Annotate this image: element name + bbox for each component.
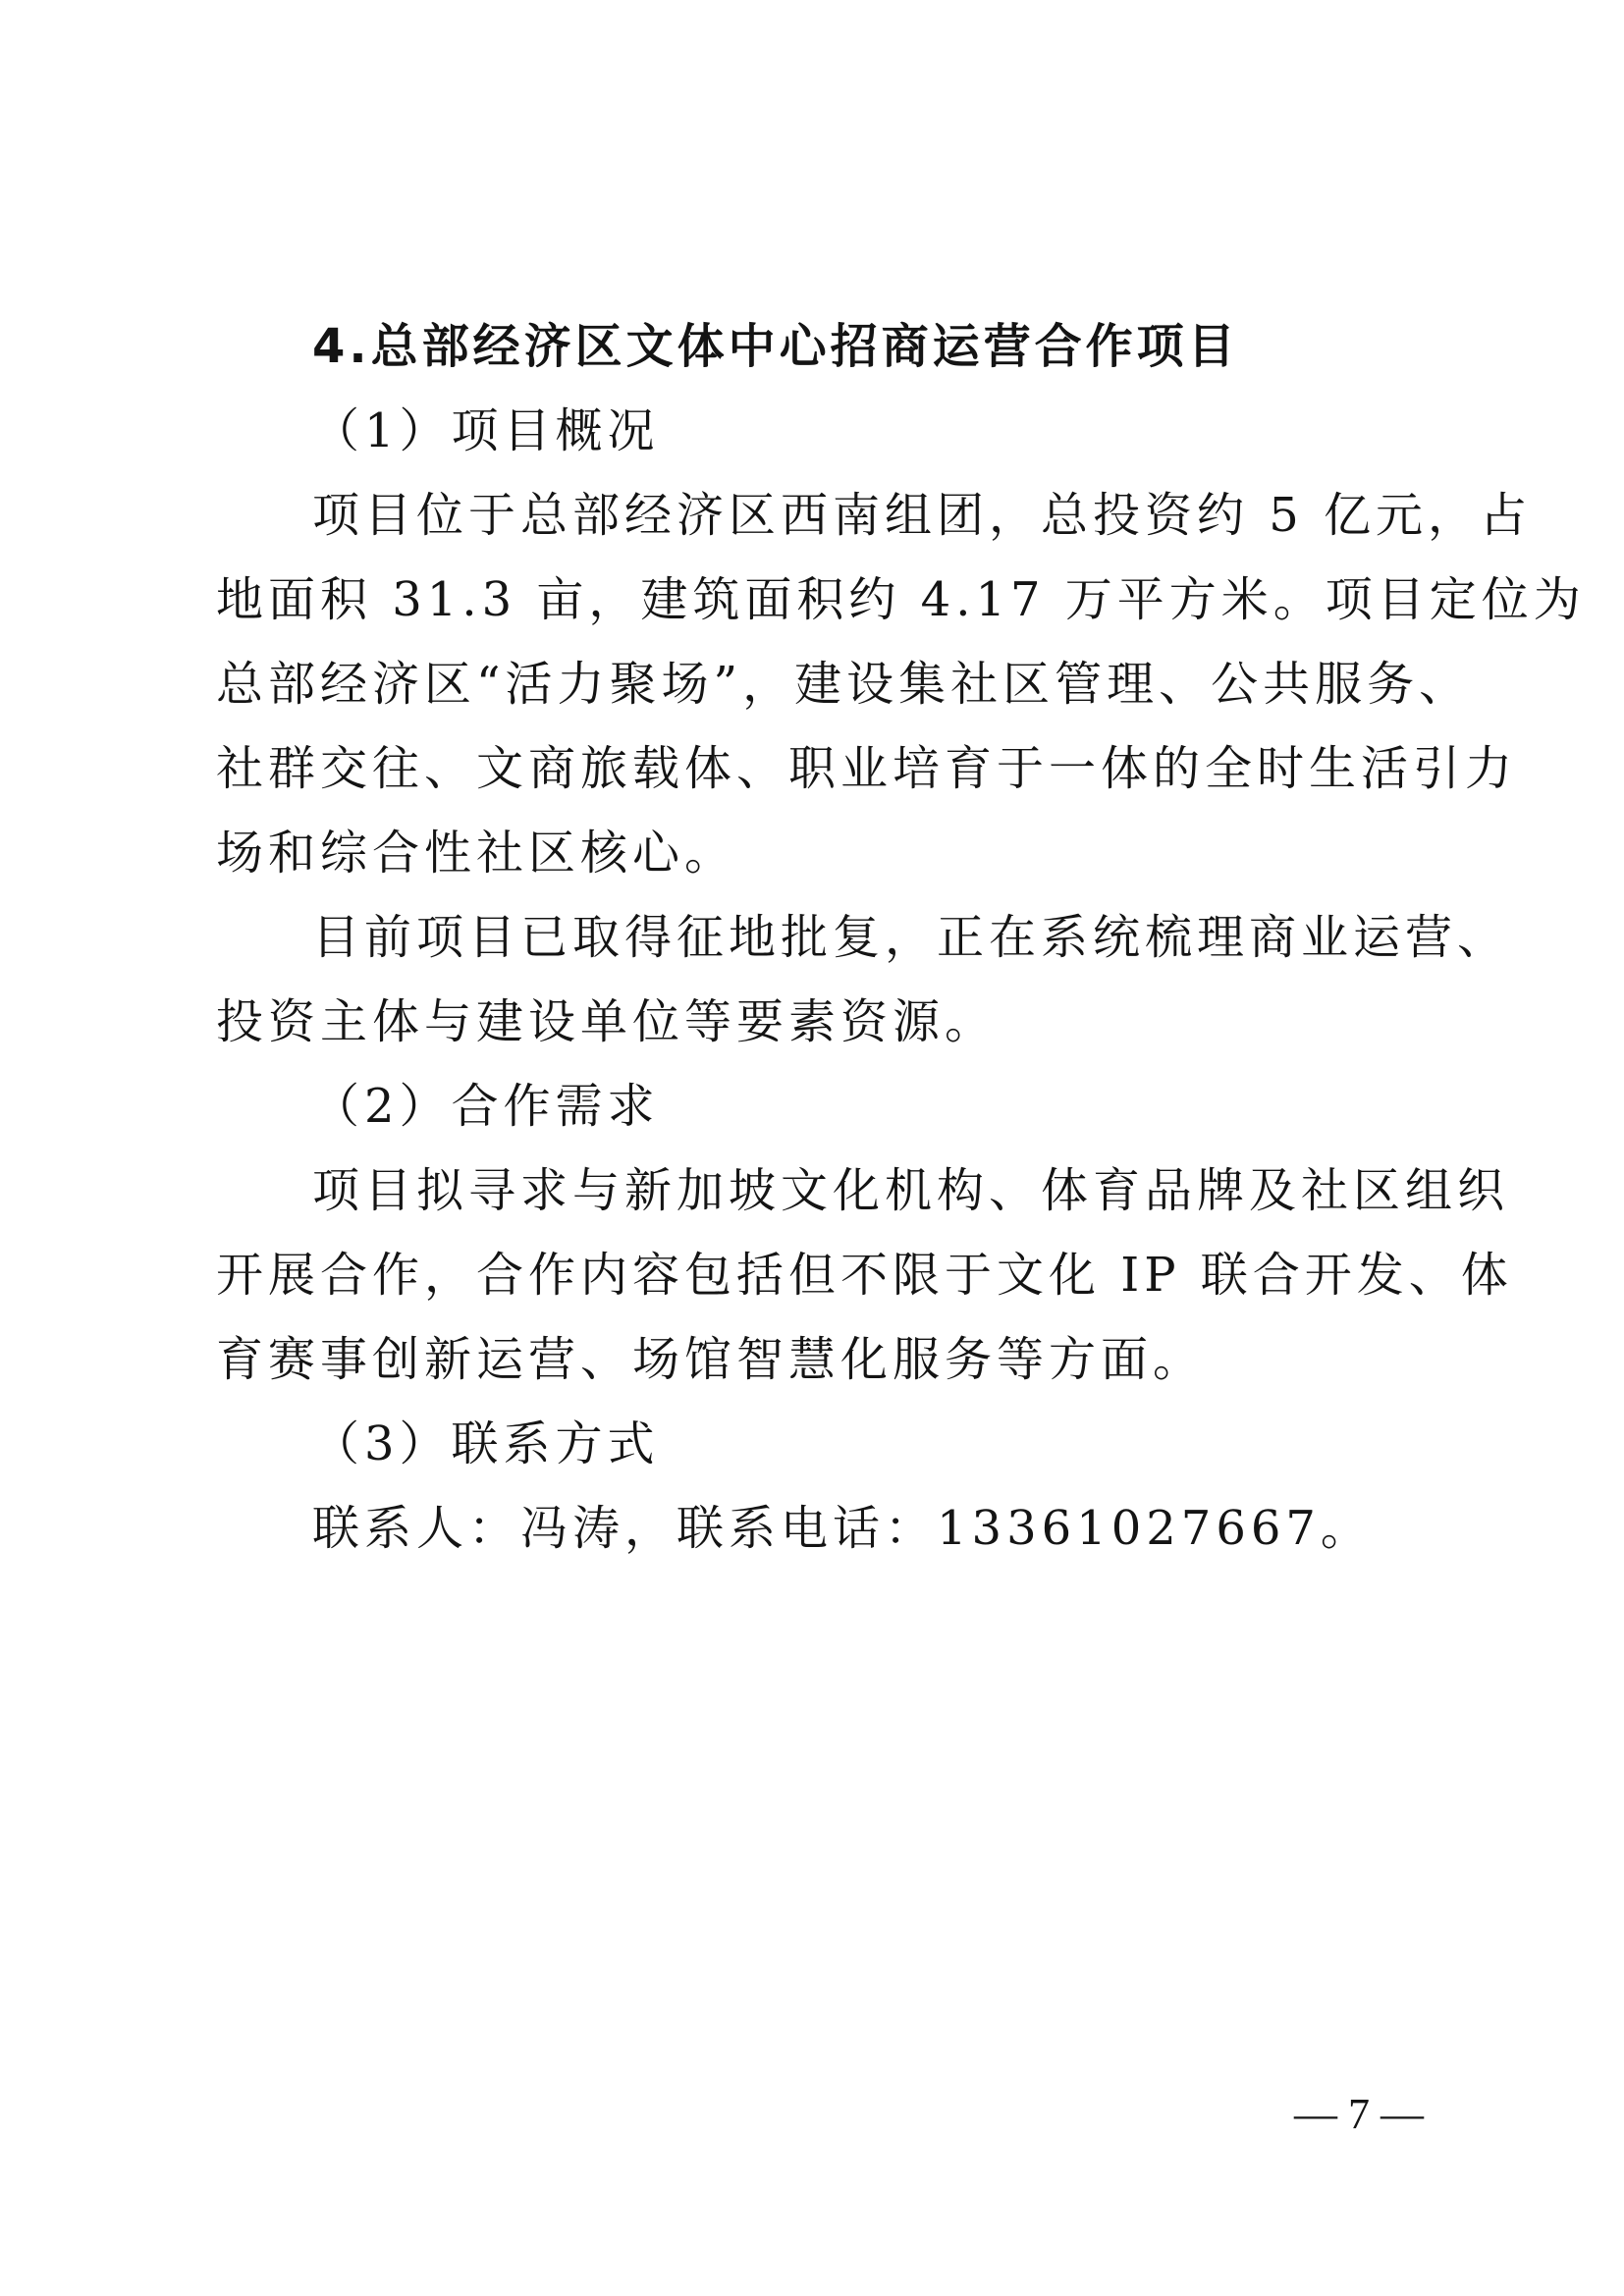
paragraph-line: 总部经济区“活力聚场”，建设集社区管理、公共服务、 xyxy=(216,657,1472,712)
document-body xyxy=(216,304,1586,1571)
subsection-title-overview: （1）项目概况 xyxy=(312,403,660,458)
section-heading: 4.总部经济区文体中心招商运营合作项目 xyxy=(312,319,1239,374)
paragraph-line: 社群交往、文商旅载体、职业培育于一体的全时生活引力 xyxy=(216,741,1518,796)
subsection-title-cooperation: （2）合作需求 xyxy=(312,1079,660,1134)
paragraph-line: 开展合作，合作内容包括但不限于文化 IP 联合开发、体 xyxy=(216,1248,1513,1303)
paragraph-line: 地面积 31.3 亩，建筑面积约 4.17 万平方米。项目定位为 xyxy=(216,572,1586,627)
paragraph-line: 项目拟寻求与新加坡文化机构、体育品牌及社区组织 xyxy=(312,1163,1510,1218)
paragraph-line: 项目位于总部经济区西南组团，总投资约 5 亿元，占 xyxy=(312,488,1533,543)
page-number: — 7 — xyxy=(1294,2090,1424,2138)
subsection-title-contact: （3）联系方式 xyxy=(312,1416,660,1471)
paragraph-line: 育赛事创新运营、场馆智慧化服务等方面。 xyxy=(216,1332,1206,1387)
contact-line: 联系人：冯涛，联系电话：13361027667。 xyxy=(312,1501,1373,1556)
paragraph-line: 目前项目已取得征地批复，正在系统梳理商业运营、 xyxy=(312,910,1510,965)
paragraph-line: 场和综合性社区核心。 xyxy=(216,826,737,881)
paragraph-line: 投资主体与建设单位等要素资源。 xyxy=(216,994,998,1049)
